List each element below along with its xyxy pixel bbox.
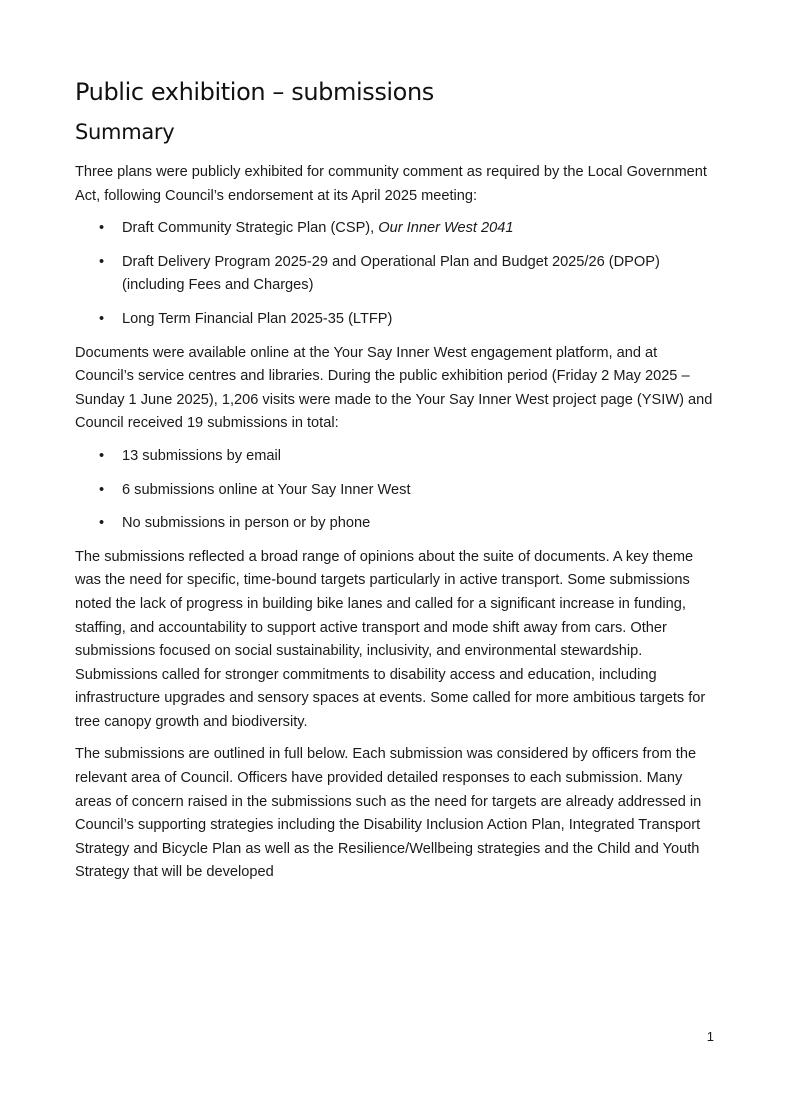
- list-item-text: Draft Delivery Program 2025-29 and Operational Plan and Budget 2025/26 (DPOP) (including Fees and Charges): [122, 253, 660, 294]
- bullet-icon: •: [99, 515, 105, 532]
- outline-paragraph: The submissions are outlined in full below. Each submission was considered by officers from the relevant area of Council. Officers have provided detailed responses to each submission. Many areas of concern raised in the submissions such as the need for targets are already addressed in Council’s supporting strategies including the Disability Inclusion Action Plan, Integrated Transport Strategy and Bicycle Plan as well as the Resilience/Wellbeing strategies and the Child and Youth Strategy that will be developed: [75, 746, 702, 881]
- list-item-plan: [75, 251, 715, 298]
- list-item-plan: [75, 217, 715, 241]
- page-number: 1: [706, 1029, 714, 1044]
- intro-paragraph: Three plans were publicly exhibited for community comment as required by the Local Government Act, following Council’s endorsement at its April 2025 meeting:: [75, 164, 707, 204]
- list-item-text: Long Term Financial Plan 2025-35 (LTFP): [122, 310, 393, 327]
- bullet-icon: •: [99, 220, 105, 237]
- list-item-text: 6 submissions online at Your Say Inner West: [122, 481, 411, 498]
- submission-channels-list: [75, 445, 715, 536]
- bullet-icon: •: [99, 481, 105, 498]
- plans-list: [75, 217, 715, 331]
- list-item-text: 13 submissions by email: [122, 447, 281, 464]
- themes-paragraph: The submissions reflected a broad range of opinions about the suite of documents. A key theme was the need for specific, time-bound targets particularly in active transport. Some submissions noted the lack of progress in building bike lanes and called for a significant increase in funding, staffing, and accountability to support active transport and mode shift away from cars. Other submissions focused on social sustainability, inclusivity, and environmental stewardship. Submissions called for stronger commitments to disability access and education, including infrastructure upgrades and sensory spaces at events. Some called for more ambitious targets for tree canopy growth and biodiversity.: [75, 548, 706, 730]
- list-item-channel: [75, 512, 715, 536]
- list-item-text: No submissions in person or by phone: [122, 515, 371, 532]
- document-page: [75, 76, 715, 894]
- list-item-plan: [75, 308, 715, 332]
- bullet-icon: •: [99, 310, 105, 327]
- list-item-channel: [75, 445, 715, 469]
- list-item-text: Draft Community Strategic Plan (CSP),: [122, 220, 379, 237]
- plan-title-emphasis: Our Inner West 2041: [378, 220, 514, 237]
- bullet-icon: •: [99, 447, 105, 464]
- page-title: Public exhibition – submissions: [75, 78, 434, 106]
- list-item-channel: [75, 479, 715, 503]
- availability-paragraph: Documents were available online at the Your Say Inner West engagement platform, and at Council’s service centres and libraries. During the public exhibition period (Friday 2 May 2025 – Sunday 1 June 2025), 1,206 visits were made to the Your Say Inner West project page (YSIW) and Council received 19 submissions in total:: [75, 344, 713, 432]
- section-heading-summary: Summary: [75, 120, 175, 144]
- bullet-icon: •: [99, 253, 105, 270]
